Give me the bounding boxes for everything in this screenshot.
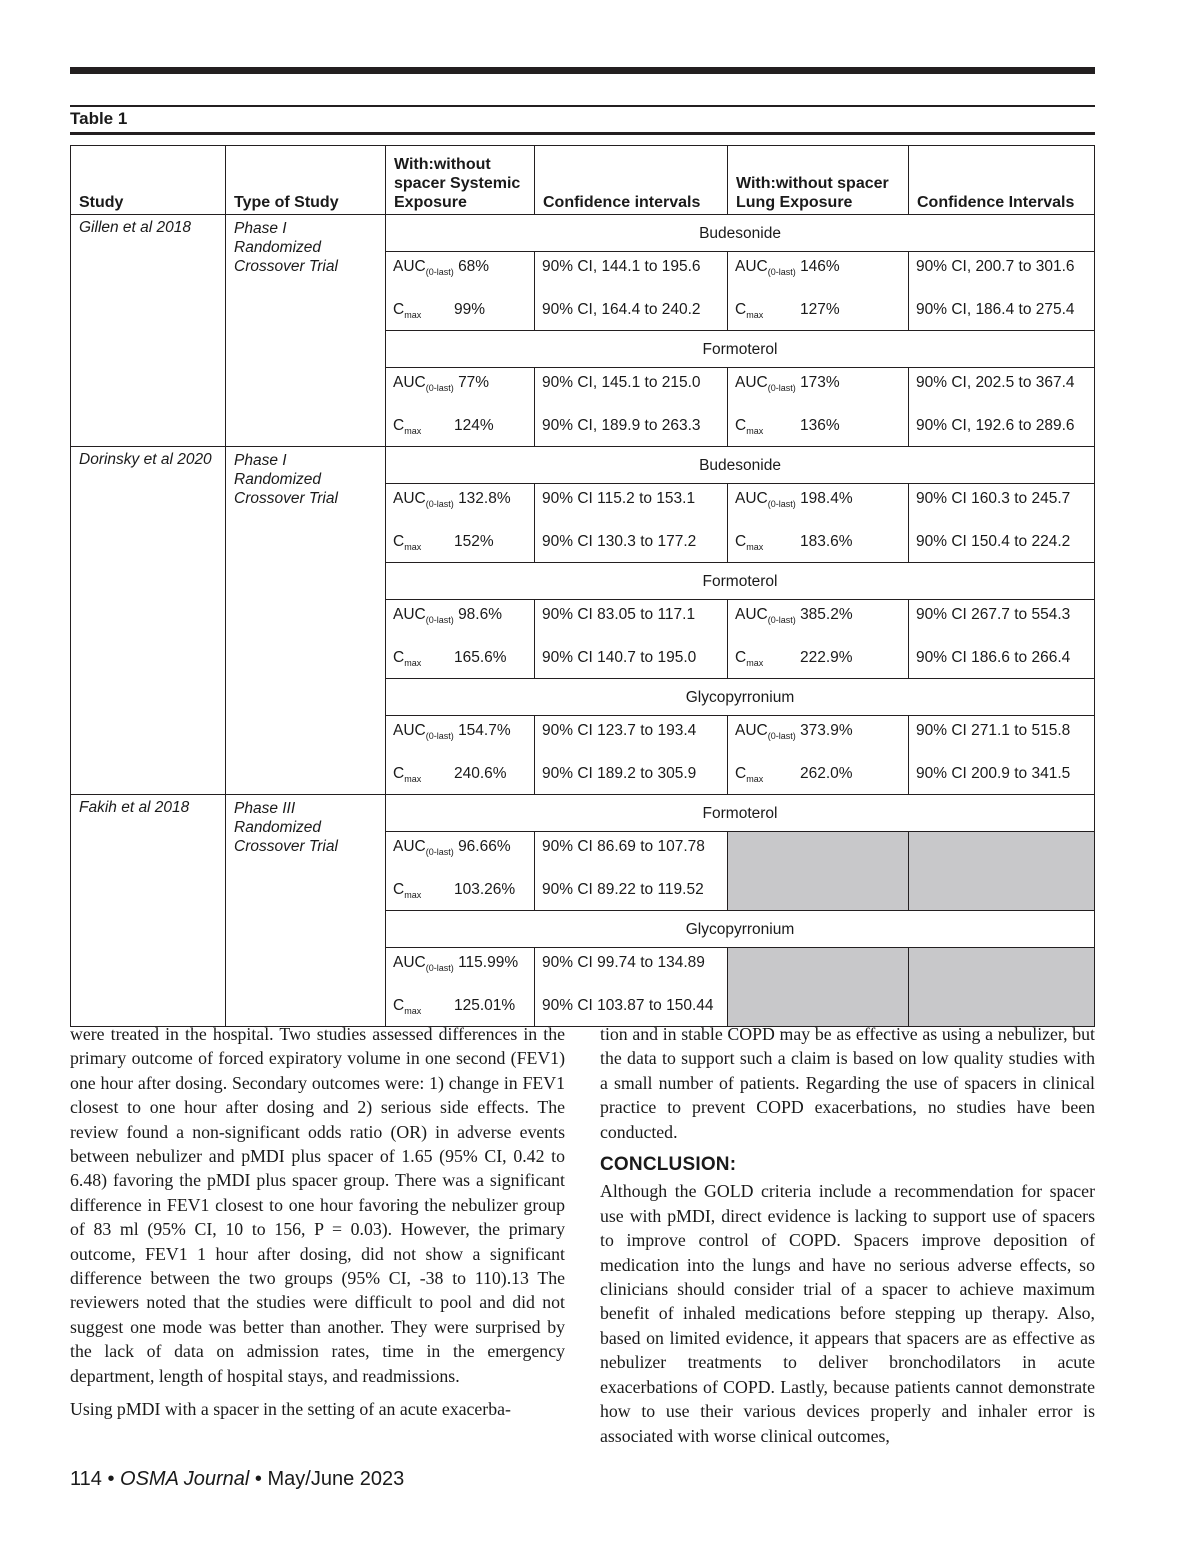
ci-cell: 90% CI 86.69 to 107.78 90% CI 89.22 to 119.52 [535, 832, 728, 911]
measure-label: $C_{max}$ [735, 417, 764, 437]
cmax-value: 103.26% [454, 881, 516, 898]
measure-label: $C_{max}$ [393, 765, 422, 785]
drug-name: Formoterol [386, 331, 1095, 368]
paragraph: Using pMDI with a spacer in the setting of an acute exacerba- [70, 1399, 511, 1420]
measure-label: $C_{max}$ [393, 997, 422, 1017]
measure-label: $AUC_{(0-last)}$ [393, 490, 454, 510]
ci-cell: 90% CI 99.74 to 134.89 90% CI 103.87 to 150.44 [535, 948, 728, 1027]
header-type: Type of Study [226, 146, 386, 215]
systemic-cell [386, 832, 535, 911]
measure-label: $AUC_{(0-last)}$ [393, 606, 454, 626]
empty-cell [909, 832, 1095, 911]
ci-cell: 90% CI 267.7 to 554.3 90% CI 186.6 to 266.4 [909, 600, 1095, 679]
issue-date: May/June 2023 [267, 1468, 405, 1490]
ci-cell: 90% CI, 144.1 to 195.6 90% CI, 164.4 to 240.2 [535, 252, 728, 331]
cmax-value: 183.6% [800, 533, 853, 550]
study-name: Gillen et al 2018 [71, 215, 226, 447]
cmax-value: 165.6% [454, 649, 507, 666]
auc-value: 98.6% [458, 606, 503, 623]
cmax-value: 127% [800, 301, 840, 318]
page-footer: 114 • OSMA Journal • May/June 2023 [70, 1468, 405, 1490]
drug-name: Budesonide [386, 215, 1095, 252]
table-top-rule [70, 105, 1095, 107]
measure-label: $AUC_{(0-last)}$ [735, 722, 796, 742]
auc-value: 373.9% [800, 722, 853, 739]
ci-cell: 90% CI 83.05 to 117.1 90% CI 140.7 to 195.0 [535, 600, 728, 679]
cmax-value: 222.9% [800, 649, 853, 666]
drug-name: Budesonide [386, 447, 1095, 484]
auc-value: 198.4% [800, 490, 853, 507]
measure-label: $C_{max}$ [735, 765, 764, 785]
ci-cell: 90% CI, 200.7 to 301.6 90% CI, 186.4 to 275.4 [909, 252, 1095, 331]
study-name: Fakih et al 2018 [71, 795, 226, 1027]
lung-cell [728, 252, 909, 331]
auc-value: 77% [458, 374, 490, 391]
auc-value: 154.7% [458, 722, 511, 739]
drug-name: Formoterol [386, 563, 1095, 600]
auc-value: 173% [800, 374, 840, 391]
systemic-cell [386, 484, 535, 563]
empty-cell [909, 948, 1095, 1027]
measure-label: $AUC_{(0-last)}$ [393, 838, 454, 858]
journal-name: OSMA Journal [120, 1468, 250, 1490]
systemic-cell [386, 716, 535, 795]
measure-label: $C_{max}$ [393, 533, 422, 553]
table-header-row [71, 146, 1095, 215]
drug-row [71, 795, 1095, 832]
measure-label: $AUC_{(0-last)}$ [735, 606, 796, 626]
drug-row [71, 447, 1095, 484]
ci-cell: 90% CI 160.3 to 245.7 90% CI 150.4 to 224.2 [909, 484, 1095, 563]
systemic-cell [386, 252, 535, 331]
measure-label: $AUC_{(0-last)}$ [393, 722, 454, 742]
cmax-value: 240.6% [454, 765, 507, 782]
ci-cell: 90% CI, 202.5 to 367.4 90% CI, 192.6 to 289.6 [909, 368, 1095, 447]
ci-cell: 90% CI 115.2 to 153.1 90% CI 130.3 to 177.2 [535, 484, 728, 563]
header-ci2: Confidence Intervals [909, 146, 1095, 215]
study-type: Phase III Randomized Crossover Trial [226, 795, 386, 1027]
paragraph: Although the GOLD criteria include a recommendation for spacer use with pMDI, direct evidence is lacking to support use of spacers to improve control of COPD. Spacers improve deposition of medication into the lungs and have no serious adverse effects, so clinicians should consider trial of a spacer to achieve maximum benefit of inhaled medications before stepping up therapy. Also, based on limited evidence, it appears that spacers are as effective as nebulizer treatments to deliver bronchodilators in acute exacerbations of COPD. Lastly, because patients cannot demonstrate how to use their various devices properly and inhaler error is associated with worse clinical outcomes, [600, 1181, 1095, 1446]
table-title: Table 1 [70, 109, 128, 128]
cmax-value: 262.0% [800, 765, 853, 782]
measure-label: $C_{max}$ [735, 649, 764, 669]
measure-label: $AUC_{(0-last)}$ [393, 954, 454, 974]
study-name: Dorinsky et al 2020 [71, 447, 226, 795]
paragraph: tion and in stable COPD may be as effective as using a nebulizer, but the data to support such a claim is based on low quality studies with a small number of patients. Regarding the use of spacers in clinical practice to prevent COPD exacerbations, no studies have been conducted. [600, 1024, 1095, 1142]
measure-label: $AUC_{(0-last)}$ [735, 374, 796, 394]
cmax-value: 152% [454, 533, 494, 550]
empty-cell [728, 948, 909, 1027]
results-table [70, 145, 1095, 1027]
cmax-value: 136% [800, 417, 840, 434]
lung-cell [728, 484, 909, 563]
auc-value: 132.8% [458, 490, 511, 507]
drug-name: Glycopyrronium [386, 679, 1095, 716]
cmax-value: 125.01% [454, 997, 516, 1014]
systemic-cell [386, 948, 535, 1027]
measure-label: $C_{max}$ [735, 301, 764, 321]
study-type: Phase I Randomized Crossover Trial [226, 447, 386, 795]
body-column-left [70, 1022, 565, 1431]
measure-label: $C_{max}$ [393, 649, 422, 669]
ci-cell: 90% CI, 145.1 to 215.0 90% CI, 189.9 to 263.3 [535, 368, 728, 447]
ci-cell: 90% CI 123.7 to 193.4 90% CI 189.2 to 305.9 [535, 716, 728, 795]
measure-label: $C_{max}$ [735, 533, 764, 553]
header-study: Study [71, 146, 226, 215]
section-heading: CONCLUSION: [600, 1154, 737, 1176]
measure-label: $AUC_{(0-last)}$ [735, 490, 796, 510]
drug-name: Formoterol [386, 795, 1095, 832]
measure-label: $AUC_{(0-last)}$ [393, 258, 454, 278]
drug-row [71, 215, 1095, 252]
systemic-cell [386, 368, 535, 447]
top-rule [70, 67, 1095, 74]
header-ci1: Confidence intervals [535, 146, 728, 215]
auc-value: 385.2% [800, 606, 853, 623]
auc-value: 146% [800, 258, 840, 275]
paragraph: were treated in the hospital. Two studies assessed differences in the primary outcome of forced expiratory volume in one second (FEV1) one hour after dosing. Secondary outcomes were: 1) change in FEV1 closest to one hour after dosing and 2) serious side effects. The review found a non-significant odds ratio (OR) in adverse events between nebulizer and pMDI plus spacer of 1.65 (95% CI, 0.42 to 6.48) favoring the pMDI plus spacer group. There was a significant difference in FEV1 closest to one hour favoring the nebulizer group of 83 ml (95% CI, 10 to 156, P = 0.03). However, the primary outcome, FEV1 1 hour after dosing, did not show a significant difference between the two groups (95% CI, -38 to 110).13 The reviewers noted that the studies were difficult to pool and did not suggest one mode was better than another. They were surprised by the lack of data on admission rates, time in the emergency department, length of hospital stays, and readmissions. [70, 1024, 565, 1386]
lung-cell [728, 716, 909, 795]
table-title-rule [70, 132, 1095, 135]
study-type: Phase I Randomized Crossover Trial [226, 215, 386, 447]
cmax-value: 99% [454, 301, 486, 318]
measure-label: $C_{max}$ [393, 417, 422, 437]
auc-value: 96.66% [458, 838, 511, 855]
measure-label: $C_{max}$ [393, 881, 422, 901]
page-number: 114 [70, 1468, 102, 1490]
table-body [71, 215, 1095, 1027]
header-systemic: With:without spacer Systemic Exposure [386, 146, 535, 215]
lung-cell [728, 368, 909, 447]
body-column-right [600, 1022, 1095, 1457]
cmax-value: 124% [454, 417, 494, 434]
ci-cell: 90% CI 271.1 to 515.8 90% CI 200.9 to 341.5 [909, 716, 1095, 795]
measure-label: $AUC_{(0-last)}$ [735, 258, 796, 278]
drug-name: Glycopyrronium [386, 911, 1095, 948]
measure-label: $C_{max}$ [393, 301, 422, 321]
auc-value: 115.99% [458, 954, 519, 971]
empty-cell [728, 832, 909, 911]
measure-label: $AUC_{(0-last)}$ [393, 374, 454, 394]
systemic-cell [386, 600, 535, 679]
lung-cell [728, 600, 909, 679]
header-lung: With:without spacer Lung Exposure [728, 146, 909, 215]
auc-value: 68% [458, 258, 490, 275]
